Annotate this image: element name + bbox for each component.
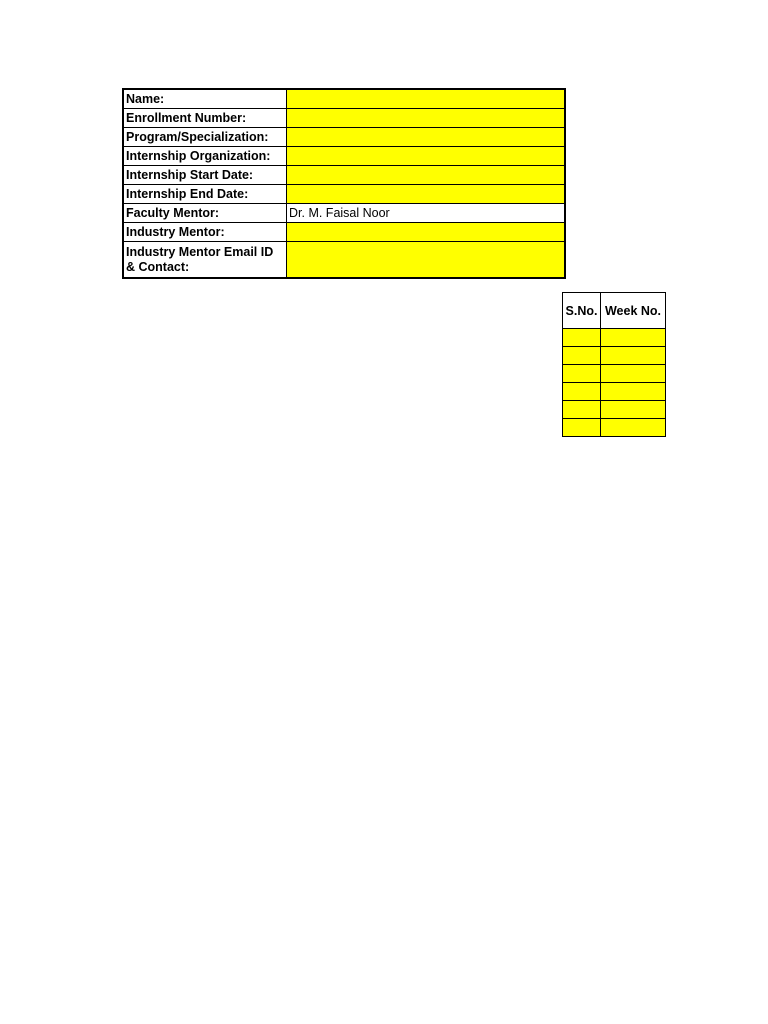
internship-organization-field[interactable] [287, 147, 566, 166]
industry-mentor-field[interactable] [287, 223, 566, 242]
faculty-mentor-label: Faculty Mentor: [123, 204, 287, 223]
internship-end-date-field[interactable] [287, 185, 566, 204]
week-table-header-row [563, 293, 666, 329]
info-row-program [123, 128, 565, 147]
industry-mentor-contact-field[interactable] [287, 242, 566, 279]
name-field[interactable] [287, 89, 566, 109]
industry-mentor-label: Industry Mentor: [123, 223, 287, 242]
industry-mentor-contact-label: Industry Mentor Email ID & Contact: [123, 242, 287, 279]
week-no-header: Week No. [601, 293, 666, 329]
enrollment-number-label: Enrollment Number: [123, 109, 287, 128]
week-no-cell[interactable] [601, 383, 666, 401]
week-no-cell[interactable] [601, 419, 666, 437]
table-row [563, 383, 666, 401]
info-row-start-date [123, 166, 565, 185]
sno-cell[interactable] [563, 419, 601, 437]
info-row-name [123, 89, 565, 109]
info-row-industry-mentor [123, 223, 565, 242]
info-row-faculty-mentor [123, 204, 565, 223]
sno-cell[interactable] [563, 383, 601, 401]
internship-organization-label: Internship Organization: [123, 147, 287, 166]
program-specialization-field[interactable] [287, 128, 566, 147]
program-specialization-label: Program/Specialization: [123, 128, 287, 147]
internship-start-date-field[interactable] [287, 166, 566, 185]
week-no-cell[interactable] [601, 401, 666, 419]
internship-end-date-label: Internship End Date: [123, 185, 287, 204]
info-row-enrollment [123, 109, 565, 128]
sno-cell[interactable] [563, 329, 601, 347]
week-no-cell[interactable] [601, 329, 666, 347]
week-no-cell[interactable] [601, 365, 666, 383]
table-row [563, 419, 666, 437]
info-row-organization [123, 147, 565, 166]
week-table [562, 292, 666, 437]
internship-start-date-label: Internship Start Date: [123, 166, 287, 185]
table-row [563, 401, 666, 419]
week-no-cell[interactable] [601, 347, 666, 365]
info-row-end-date [123, 185, 565, 204]
name-label: Name: [123, 89, 287, 109]
sno-cell[interactable] [563, 365, 601, 383]
sno-header: S.No. [563, 293, 601, 329]
table-row [563, 329, 666, 347]
sno-cell[interactable] [563, 401, 601, 419]
info-row-mentor-contact [123, 242, 565, 279]
table-row [563, 347, 666, 365]
sno-cell[interactable] [563, 347, 601, 365]
student-info-table [122, 88, 566, 279]
enrollment-number-field[interactable] [287, 109, 566, 128]
table-row [563, 365, 666, 383]
faculty-mentor-field[interactable]: Dr. M. Faisal Noor [287, 204, 566, 223]
